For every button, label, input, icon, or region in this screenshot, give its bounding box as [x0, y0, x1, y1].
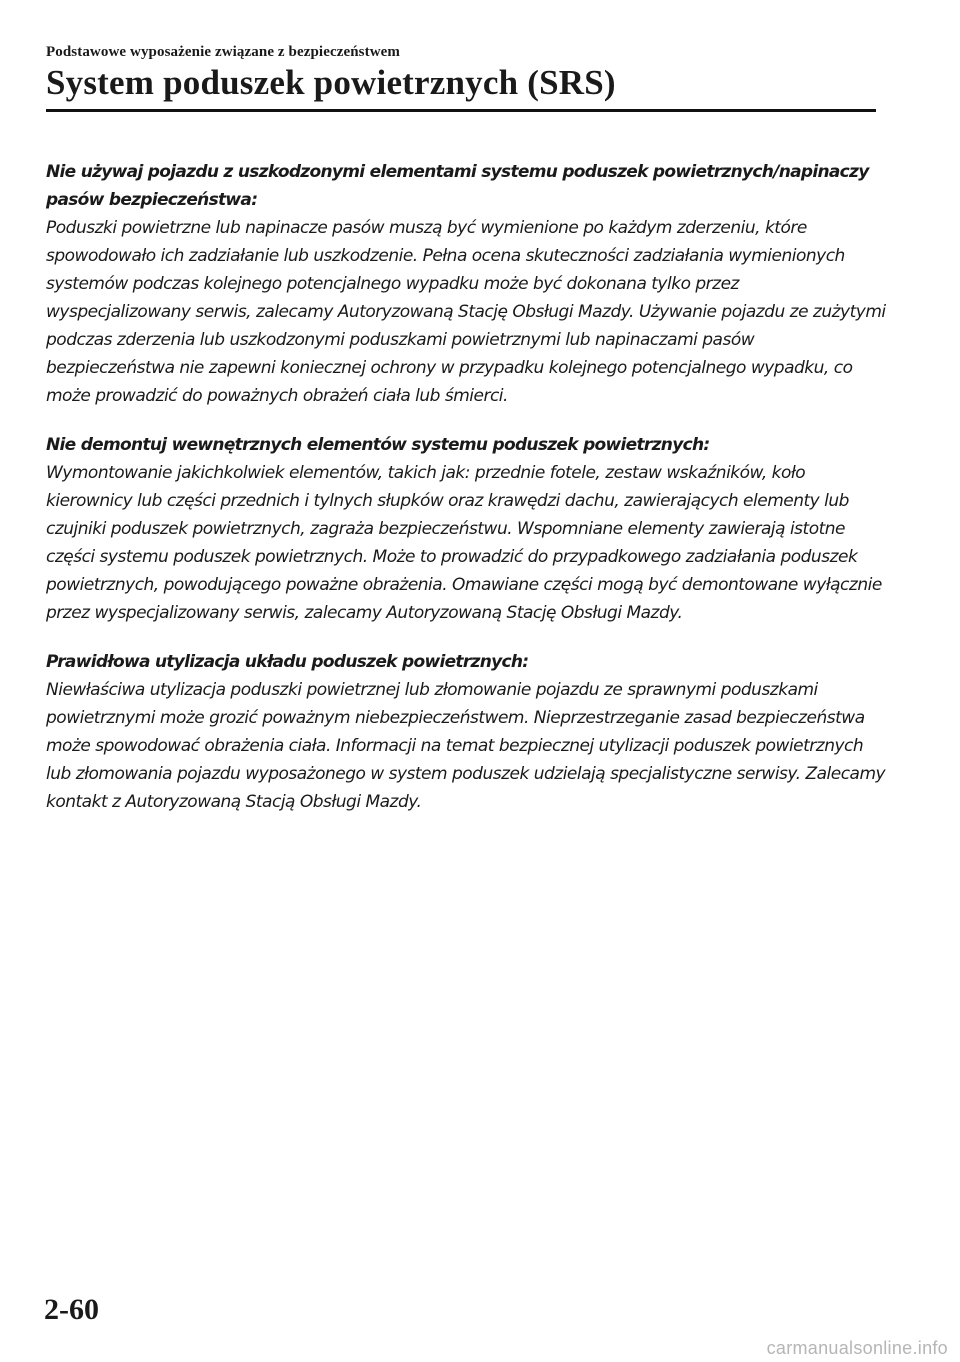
- warning-block-disassembly: [46, 431, 886, 627]
- warning-text: Wymontowanie jakichkolwiek elementów, takich jak: przednie fotele, zestaw wskaźników, koło kierownicy lub części przednich i tylnych słupków oraz krawędzi dachu, zawierających elementy lub czujniki poduszek powietrznych, zagraża bezpieczeństwu. Wspomniane elementy zawierają istotne części systemu poduszek powietrznych. Może to prowadzić do przypadkowego zadziałania poduszek powietrznych, powodującego poważne obrażenia. Omawiane części mogą być demontowane wyłącznie przez wyspecjalizowany serwis, zalecamy Autoryzowaną Stację Obsługi Mazdy.: [46, 463, 882, 623]
- warning-heading: Prawidłowa utylizacja układu poduszek powietrznych:: [46, 652, 529, 672]
- warning-block-disposal: [46, 648, 886, 816]
- section-header: Podstawowe wyposażenie związane z bezpieczeństwem: [46, 44, 400, 60]
- watermark: carmanualsonline.info: [766, 1338, 948, 1358]
- page-number: 2-60: [44, 1293, 99, 1326]
- warning-heading: Nie używaj pojazdu z uszkodzonymi elementami systemu poduszek powietrznych/napinaczy pasów bezpieczeństwa:: [46, 162, 869, 210]
- warning-block-damaged-components: [46, 158, 886, 410]
- page-content: [46, 158, 886, 837]
- title-divider: [46, 109, 876, 112]
- warning-text: Poduszki powietrzne lub napinacze pasów muszą być wymienione po każdym zderzeniu, które spowodowało ich zadziałanie lub uszkodzenie. Pełna ocena skuteczności zadziałania wymienionych systemów podczas kolejnego potencjalnego wypadku może być dokonana tylko przez wyspecjalizowany serwis, zalecamy Autoryzowaną Stację Obsługi Mazdy. Używanie pojazdu ze zużytymi podczas zderzenia lub uszkodzonymi poduszkami powietrznymi lub napinaczami pasów bezpieczeństwa nie zapewni koniecznej ochrony w przypadku kolejnego potencjalnego wypadku, co może prowadzić do poważnych obrażeń ciała lub śmierci.: [46, 218, 886, 406]
- warning-text: Niewłaściwa utylizacja poduszki powietrznej lub złomowanie pojazdu ze sprawnymi poduszkami powietrznymi może grozić poważnym niebezpieczeństwem. Nieprzestrzeganie zasad bezpieczeństwa może spowodować obrażenia ciała. Informacji na temat bezpiecznej utylizacji poduszek powietrznych lub złomowania pojazdu wyposażonego w system poduszek udzielają specjalistyczne serwisy. Zalecamy kontakt z Autoryzowaną Stacją Obsługi Mazdy.: [46, 680, 886, 812]
- warning-heading: Nie demontuj wewnętrznych elementów systemu poduszek powietrznych:: [46, 435, 710, 455]
- page-title: System poduszek powietrznych (SRS): [46, 63, 616, 102]
